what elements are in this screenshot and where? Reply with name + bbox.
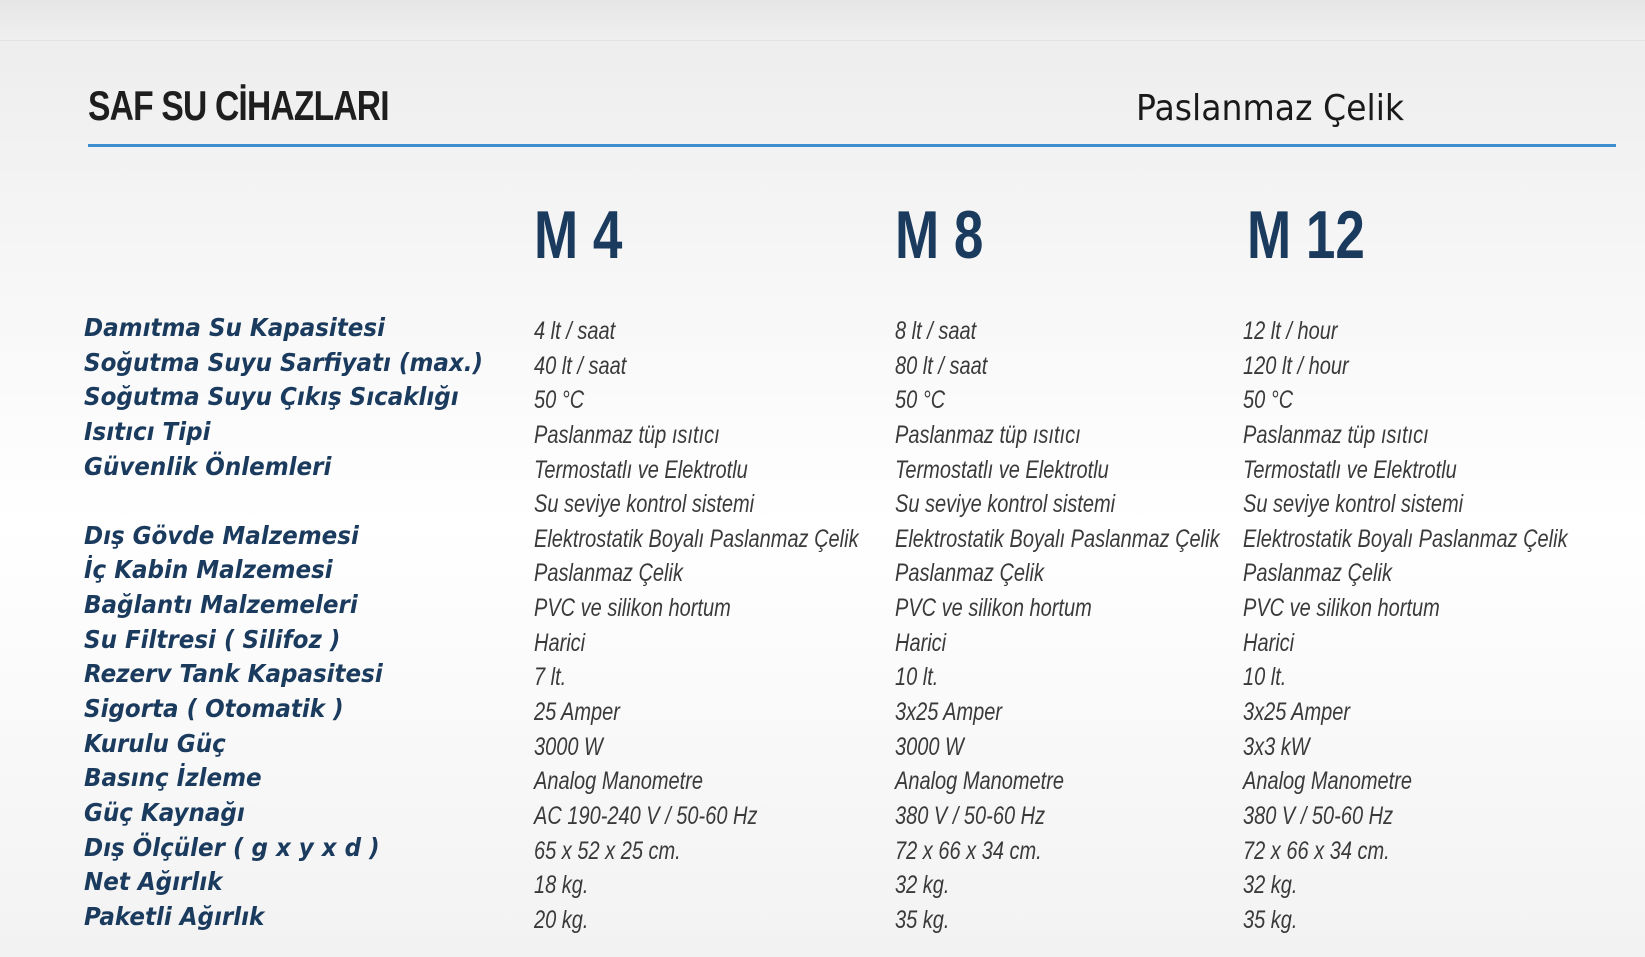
spec-label: Sigorta ( Otomatik ) — [84, 694, 344, 724]
spec-label: Basınç İzleme — [84, 763, 262, 793]
model-heading-m4: M 4 — [534, 197, 623, 273]
spec-value-m4: 40 lt / saat — [534, 351, 627, 380]
spec-label: Güç Kaynağı — [84, 797, 245, 827]
spec-value-m4: 20 kg. — [534, 905, 589, 934]
spec-value-m4: 7 lt. — [534, 663, 567, 692]
title-divider — [88, 144, 1616, 147]
spec-value-m12: 120 lt / hour — [1243, 351, 1349, 380]
spec-label: Dış Gövde Malzemesi — [84, 520, 359, 550]
spec-values-m8 — [895, 314, 1255, 938]
spec-value-m4: 4 lt / saat — [534, 317, 616, 345]
page-title: SAF SU CİHAZLARI — [88, 82, 389, 129]
spec-value-m8: Paslanmaz Çelik — [895, 559, 1044, 588]
spec-value-m4: 50 °C — [534, 386, 585, 415]
spec-value-m8: Termostatlı ve Elektrotlu — [895, 455, 1109, 484]
spec-value-m12: 32 kg. — [1243, 871, 1298, 900]
top-band — [0, 0, 1645, 41]
spec-value-m8: 8 lt / saat — [895, 317, 977, 345]
spec-label-spacer — [84, 484, 470, 519]
spec-value-m12: 3x25 Amper — [1243, 698, 1351, 727]
spec-value-m8: 80 lt / saat — [895, 351, 988, 380]
spec-label: Su Filtresi ( Silifoz ) — [84, 624, 341, 654]
spec-value-m12: Elektrostatik Boyalı Paslanmaz Çelik — [1243, 524, 1568, 553]
spec-value-m4: Su seviye kontrol sistemi — [534, 490, 755, 519]
spec-value-m8: 72 x 66 x 34 cm. — [895, 836, 1042, 865]
spec-value-m8: 32 kg. — [895, 871, 950, 900]
spec-value-m8: 3x25 Amper — [895, 698, 1003, 727]
spec-label-column — [84, 311, 504, 935]
spec-value-m8: 10 lt. — [895, 663, 939, 692]
spec-value-m12: Analog Manometre — [1243, 767, 1412, 796]
spec-label: Soğutma Suyu Sarfiyatı (max.) — [84, 347, 484, 377]
spec-value-m12: 3x3 kW — [1243, 732, 1310, 761]
model-heading-m12: M 12 — [1247, 197, 1365, 273]
spec-value-m12: 12 lt / hour — [1243, 317, 1338, 345]
spec-value-m4: Termostatlı ve Elektrotlu — [534, 455, 748, 484]
spec-value-m8: 380 V / 50-60 Hz — [895, 801, 1046, 830]
spec-label: Dış Ölçüler ( g x y x d ) — [84, 832, 380, 862]
spec-value-m12: 35 kg. — [1243, 905, 1298, 934]
spec-value-m4: AC 190-240 V / 50-60 Hz — [534, 801, 758, 830]
spec-value-m12: Paslanmaz tüp ısıtıcı — [1243, 420, 1429, 449]
spec-value-m4: 25 Amper — [534, 698, 620, 727]
spec-value-m8: Su seviye kontrol sistemi — [895, 490, 1116, 519]
spec-value-m8: Harici — [895, 628, 947, 657]
spec-value-m12: 72 x 66 x 34 cm. — [1243, 836, 1390, 865]
spec-label: İç Kabin Malzemesi — [84, 555, 333, 585]
spec-value-m8: 50 °C — [895, 386, 946, 415]
spec-value-m12: Harici — [1243, 628, 1295, 657]
spec-value-m4: 65 x 52 x 25 cm. — [534, 836, 681, 865]
spec-label: Bağlantı Malzemeleri — [84, 590, 358, 620]
spec-value-m12: 50 °C — [1243, 386, 1294, 415]
spec-label: Net Ağırlık — [84, 867, 223, 897]
spec-value-m12: Termostatlı ve Elektrotlu — [1243, 455, 1457, 484]
spec-value-m4: Elektrostatik Boyalı Paslanmaz Çelik — [534, 524, 859, 553]
spec-value-m4: PVC ve silikon hortum — [534, 594, 731, 623]
page-subtitle: Paslanmaz Çelik — [1136, 88, 1405, 129]
spec-values-m4 — [534, 314, 894, 938]
spec-value-m8: Paslanmaz tüp ısıtıcı — [895, 420, 1081, 449]
spec-value-m4: 3000 W — [534, 732, 603, 761]
spec-value-m12: 380 V / 50-60 Hz — [1243, 801, 1394, 830]
spec-value-m8: PVC ve silikon hortum — [895, 594, 1092, 623]
spec-label: Soğutma Suyu Çıkış Sıcaklığı — [84, 382, 459, 412]
spec-value-m4: Paslanmaz Çelik — [534, 559, 683, 588]
spec-value-m12: Su seviye kontrol sistemi — [1243, 490, 1464, 519]
spec-value-m12: PVC ve silikon hortum — [1243, 594, 1440, 623]
spec-label: Kurulu Güç — [84, 728, 226, 758]
spec-label: Paketli Ağırlık — [84, 901, 265, 931]
spec-value-m12: Paslanmaz Çelik — [1243, 559, 1392, 588]
spec-value-m8: 3000 W — [895, 732, 964, 761]
spec-value-m4: Harici — [534, 628, 586, 657]
spec-value-m8: Analog Manometre — [895, 767, 1064, 796]
spec-value-m4: 18 kg. — [534, 871, 589, 900]
spec-value-m12: 10 lt. — [1243, 663, 1287, 692]
spec-label: Isıtıcı Tipi — [84, 416, 211, 446]
spec-value-m8: Elektrostatik Boyalı Paslanmaz Çelik — [895, 524, 1220, 553]
spec-value-m8: 35 kg. — [895, 905, 950, 934]
spec-values-m12 — [1243, 314, 1603, 938]
spec-value-m4: Analog Manometre — [534, 767, 703, 796]
spec-label: Rezerv Tank Kapasitesi — [84, 659, 383, 689]
spec-label: Güvenlik Önlemleri — [84, 451, 332, 481]
spec-value-m4: Paslanmaz tüp ısıtıcı — [534, 420, 720, 449]
spec-label: Damıtma Su Kapasitesi — [84, 313, 385, 342]
model-heading-m8: M 8 — [895, 197, 984, 273]
